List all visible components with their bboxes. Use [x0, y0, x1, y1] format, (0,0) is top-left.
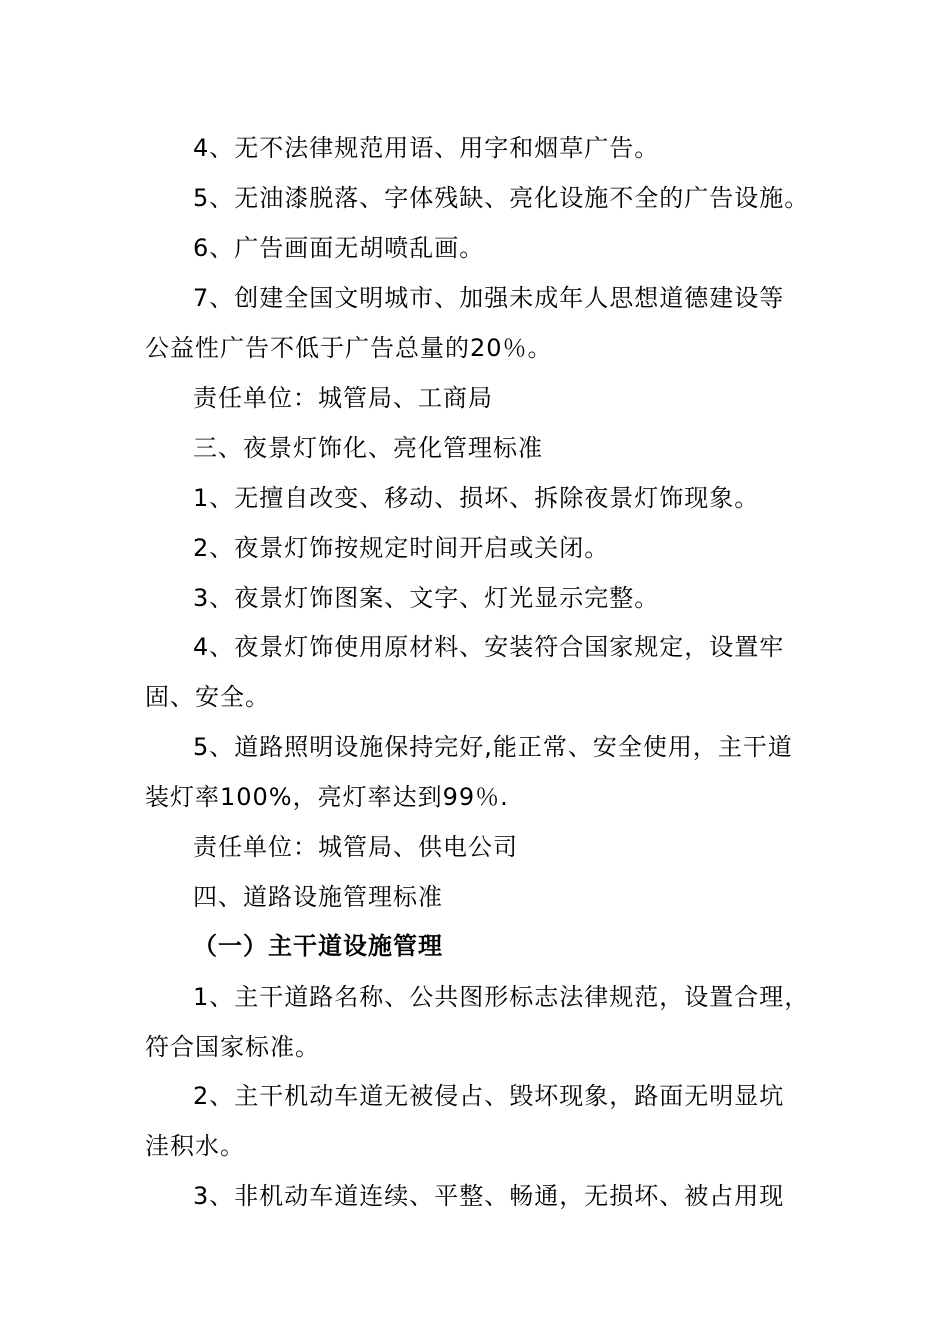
paragraph-line: 5、无油漆脱落、字体残缺、亮化设施不全的广告设施。	[193, 184, 810, 212]
section-heading: 三、夜景灯饰化、亮化管理标准	[193, 434, 543, 462]
paragraph-line: 5、道路照明设施保持完好,能正常、安全使用，主干道	[193, 733, 793, 761]
responsibility-line: 责任单位：城管局、供电公司	[193, 833, 518, 861]
paragraph-line: 4、无不法律规范用语、用字和烟草广告。	[193, 134, 660, 162]
paragraph-line: 固、安全。	[145, 683, 270, 711]
paragraph-line: 2、主干机动车道无被侵占、毁坏现象，路面无明显坑	[193, 1082, 785, 1110]
paragraph-line: 3、夜景灯饰图案、文字、灯光显示完整。	[193, 584, 660, 612]
paragraph-line: 2、夜景灯饰按规定时间开启或关闭。	[193, 534, 610, 562]
paragraph-line: 4、夜景灯饰使用原材料、安装符合国家规定，设置牢	[193, 633, 785, 661]
paragraph-line: 7、创建全国文明城市、加强未成年人思想道德建设等	[193, 284, 785, 312]
paragraph-line: 公益性广告不低于广告总量的20％。	[145, 334, 553, 362]
paragraph-line: 洼积水。	[145, 1132, 245, 1160]
responsibility-line: 责任单位：城管局、工商局	[193, 384, 493, 412]
section-heading: 四、道路设施管理标准	[193, 883, 443, 911]
paragraph-line: 6、广告画面无胡喷乱画。	[193, 234, 485, 262]
paragraph-line: 符合国家标准。	[145, 1033, 320, 1061]
paragraph-line: 1、无擅自改变、移动、损坏、拆除夜景灯饰现象。	[193, 484, 760, 512]
subsection-heading: （一）主干道设施管理	[193, 932, 443, 960]
paragraph-line: 1、主干道路名称、公共图形标志法律规范，设置合理，	[193, 983, 810, 1011]
paragraph-line: 3、非机动车道连续、平整、畅通，无损坏、被占用现	[193, 1182, 785, 1210]
paragraph-line: 装灯率100%，亮灯率达到99％.	[145, 783, 509, 811]
